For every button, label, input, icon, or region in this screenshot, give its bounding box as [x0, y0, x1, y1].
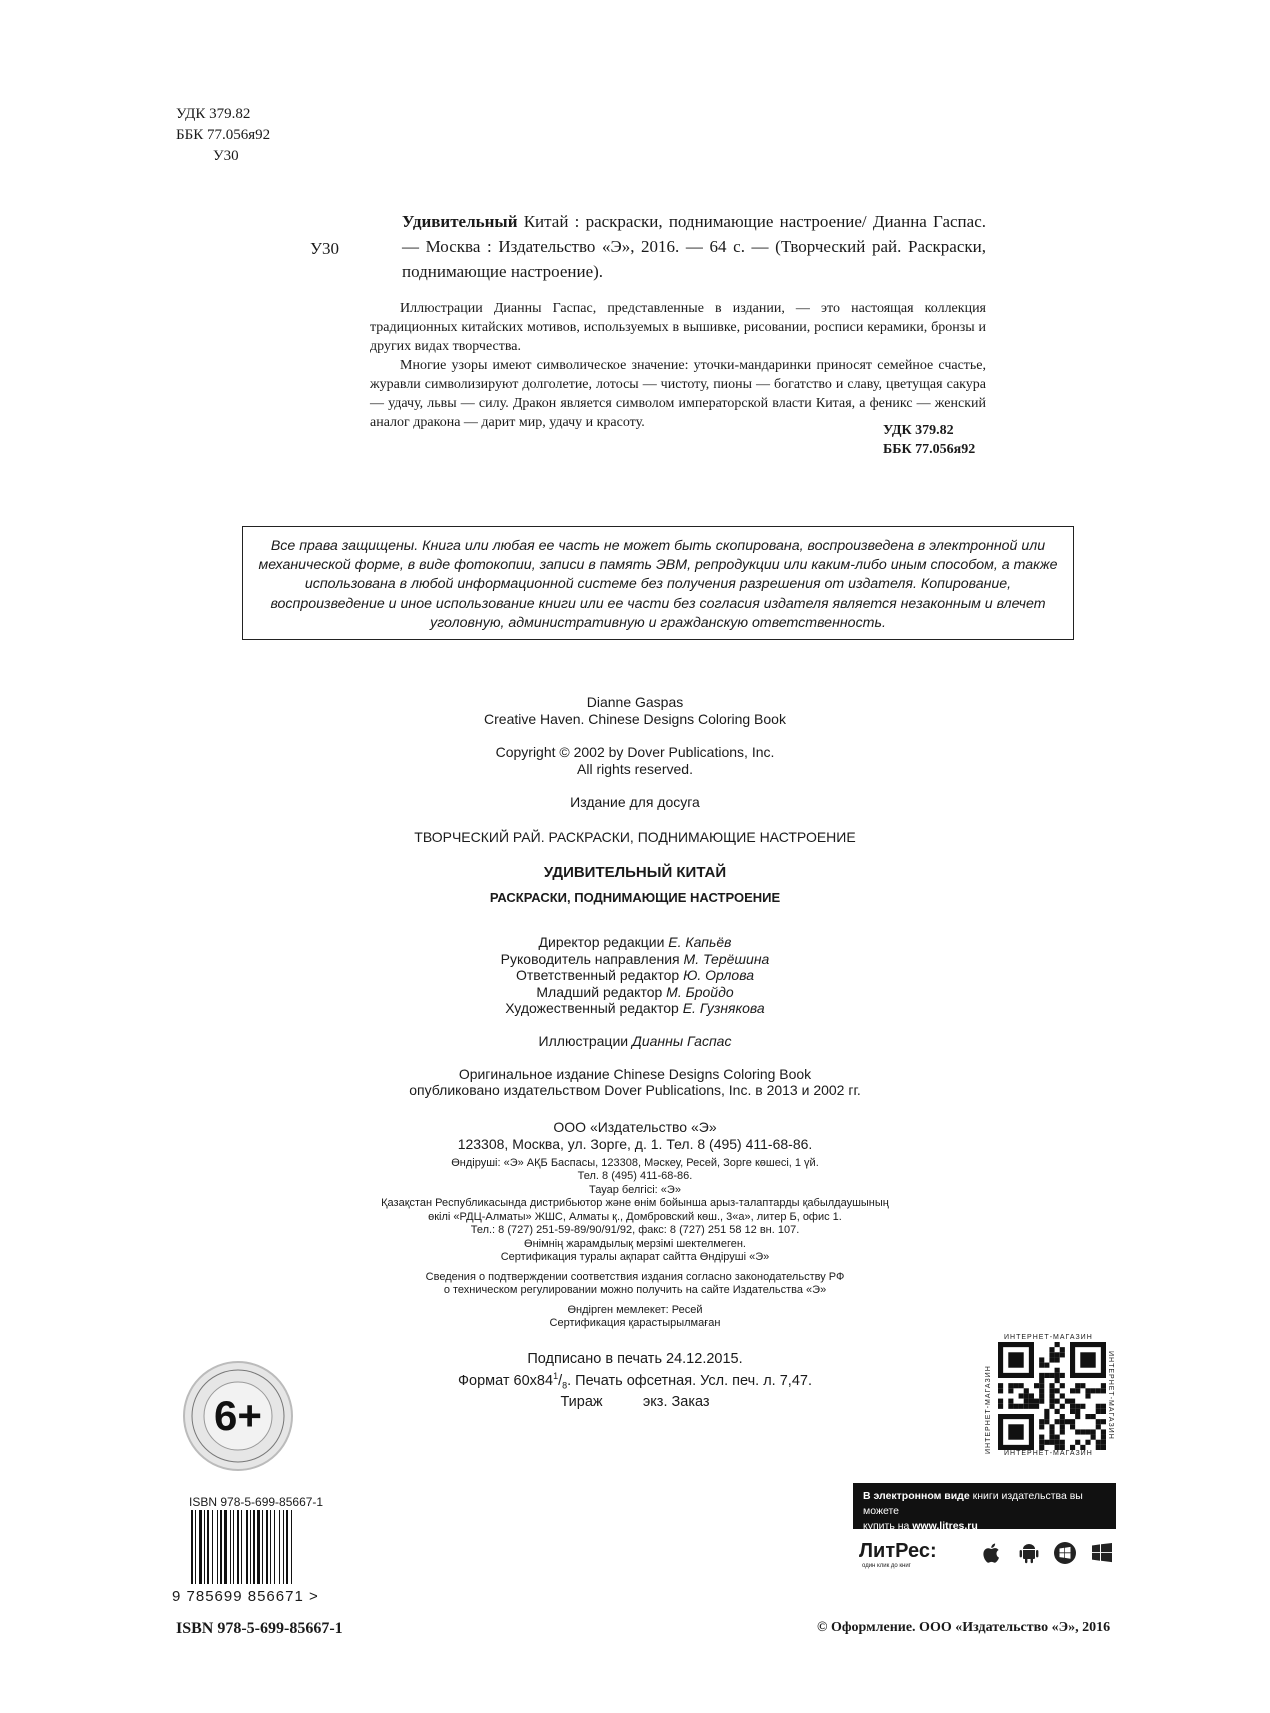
classification-bottom [883, 421, 975, 459]
windows-phone-icon[interactable] [1053, 1541, 1077, 1565]
age-rating-badge [183, 1361, 293, 1471]
publisher-address: 123308, Москва, ул. Зорге, д. 1. Тел. 8 (495) 411-68-86. [457, 1135, 813, 1152]
barcode-digits: 9 785699 856671 > [172, 1588, 319, 1605]
staff-line: Младший редактор М. Бройдо [536, 983, 734, 1000]
publisher-name: ООО «Издательство «Э» [553, 1118, 717, 1135]
imprint [0, 694, 1270, 1411]
store-icons [980, 1538, 1114, 1568]
qr-code-icon[interactable] [998, 1342, 1106, 1450]
staff-line: Художественный редактор Е. Гузнякова [505, 1000, 765, 1016]
bbk-code-bottom: ББК 77.056я92 [883, 442, 976, 457]
isbn-bottom: ISBN 978-5-699-85667-1 [176, 1620, 343, 1637]
qr-caption-right: ИНТЕРНЕТ-МАГАЗИН [1107, 1350, 1114, 1440]
rights-notice: Все права защищены. Книга или любая ее часть не может быть скопирована, воспроизведена в электронной или механической форме, в виде фотокопии, записи в память ЭВМ, репродукции или каким-либо иным способом, а также использована в любой информационной системе без получения разрешения от издателя. Копирование, воспроизведение и иное использование книги или ее части без согласия издателя является незаконным и влечет уголовную, административную и гражданскую ответственность. [258, 538, 1058, 631]
staff-line: Руководитель направления М. Терёшина [500, 950, 770, 967]
udk-code: УДК 379.82 [176, 106, 251, 122]
format-line: Формат $60x84^1/_8$. Печать офсетная. Усл. печ. л. 7,47. [458, 1370, 812, 1391]
publisher-block [0, 1119, 1270, 1153]
bib-title-bold: Удивительный [402, 212, 518, 231]
copyright-en: Copyright © 2002 by Dover Publications, Inc. [495, 744, 775, 760]
bib-author-mark: У30 [310, 239, 340, 258]
title-en: Creative Haven. Chinese Designs Coloring Book [484, 711, 786, 727]
qr-caption-top: ИНТЕРНЕТ-МАГАЗИН [1004, 1334, 1093, 1341]
classification-top [176, 104, 270, 167]
annotation-paragraph-2: Многие узоры имеют символическое значение: уточки-мандаринки приносят семейное счастье, журавли символизируют долголетие, лотосы — чистоту, пионы — богатство и славу, цветущая сакура — удачу, львы — силу. Дракон является символом императорской власти Китая, а феникс — женский аналог дракона — дарит мир, удачу и красоту. [370, 358, 986, 430]
bibliographic-entry [402, 209, 986, 284]
staff-line: Ответственный редактор Ю. Орлова [515, 967, 755, 983]
bbk-code: ББК 77.056я92 [176, 127, 271, 143]
book-title: УДИВИТЕЛЬНЫЙ КИТАЙ [543, 864, 727, 881]
staff-line: Директор редакции Е. Капьёв [538, 934, 732, 950]
windows-icon[interactable] [1090, 1541, 1114, 1565]
bib-entry-text: Китай : раскраски, поднимающие настроение/ Дианна Гаспас. — Москва : Издательство «Э», 2016. — 64 с. — (Творческий рай. Раскраски, поднимающие настроение). [402, 212, 986, 281]
book-subtitle: РАСКРАСКИ, ПОДНИМАЮЩИЕ НАСТРОЕНИЕ [489, 890, 781, 905]
rights-en: All rights reserved. [577, 761, 693, 777]
original-info [0, 694, 1270, 728]
litres-logo: ЛитРес: [859, 1540, 937, 1562]
author-mark: У30 [213, 148, 239, 164]
annotation [370, 299, 986, 432]
isbn-label: ISBN 978-5-699-85667-1 [189, 1495, 324, 1509]
android-icon[interactable] [1017, 1541, 1041, 1565]
edition-type: Издание для досуга [570, 794, 700, 810]
illustrations-credit: Иллюстрации Дианны Гаспас [538, 1032, 732, 1049]
litres-tagline: один клик до книг [862, 1563, 911, 1569]
barcode-icon [189, 1510, 349, 1586]
udk-code-bottom: УДК 379.82 [883, 423, 954, 438]
print-run: Тираж экз. Заказ [560, 1394, 710, 1411]
kz-info: Өндіруші: «Э» АҚБ Баспасы, 123308, Мәскеу, Ресей, Зорге көшесі, 1 үй. Тел. 8 (495) 411-68-86. Тауар белгісі: «Э» Қазақстан Республикасында дистрибьютор және өнім бойынша арыз-талаптарды қабылдаушының өкілі «РДЦ-Алматы» ЖШС, Алматы қ., Домбровский көш., 3«а», литер Б, офис 1. Тел.: 8 (727) 251-59-89/90/91/92, факс: 8 (727) 251 58 12 вн. 107. Өнімнің жарамдылық мерзімі шектелмеген. Сертификация туралы ақпарат сайтта Өндіруші «Э» [381, 1156, 889, 1263]
signed-date: Подписано в печать 24.12.2015. [527, 1350, 743, 1367]
original-edition: Оригинальное издание Chinese Designs Coloring Book опубликовано издательством Dover Publications, Inc. в 2013 и 2002 гг. [409, 1065, 861, 1098]
age-rating: 6+ [214, 1392, 262, 1439]
copyright-en-block [0, 744, 1270, 778]
author-en: Dianne Gaspas [586, 694, 684, 710]
series-name: ТВОРЧЕСКИЙ РАЙ. РАСКРАСКИ, ПОДНИМАЮЩИЕ НАСТРОЕНИЕ [414, 829, 856, 845]
certification-info: Сведения о подтверждении соответствия издания согласно законодательству РФ о техническом регулировании можно получить на сайте Издательства «Э» [425, 1270, 845, 1296]
kz-info-2: Өндірген мемлекет: Ресей Сертификация қарастырылмаған [549, 1303, 721, 1329]
apple-icon[interactable] [980, 1541, 1004, 1565]
qr-caption-left: ИНТЕРНЕТ-МАГАЗИН [985, 1365, 992, 1455]
litres-banner[interactable]: В электронном виде книги издательства вы можете купить на www.litres.ru [853, 1483, 1116, 1529]
annotation-paragraph-1: Иллюстрации Дианны Гаспас, представленные в издании, — это настоящая коллекция традиционных китайских мотивов, используемых в вышивке, рисовании, росписи керамики, бронзы и других видах творчества. [370, 301, 986, 354]
rights-notice-box [242, 526, 1074, 640]
qr-caption-bottom: ИНТЕРНЕТ-МАГАЗИН [1004, 1450, 1093, 1457]
design-copyright: © Оформление. ООО «Издательство «Э», 2016 [817, 1620, 1111, 1635]
staff-list [0, 934, 1270, 1017]
